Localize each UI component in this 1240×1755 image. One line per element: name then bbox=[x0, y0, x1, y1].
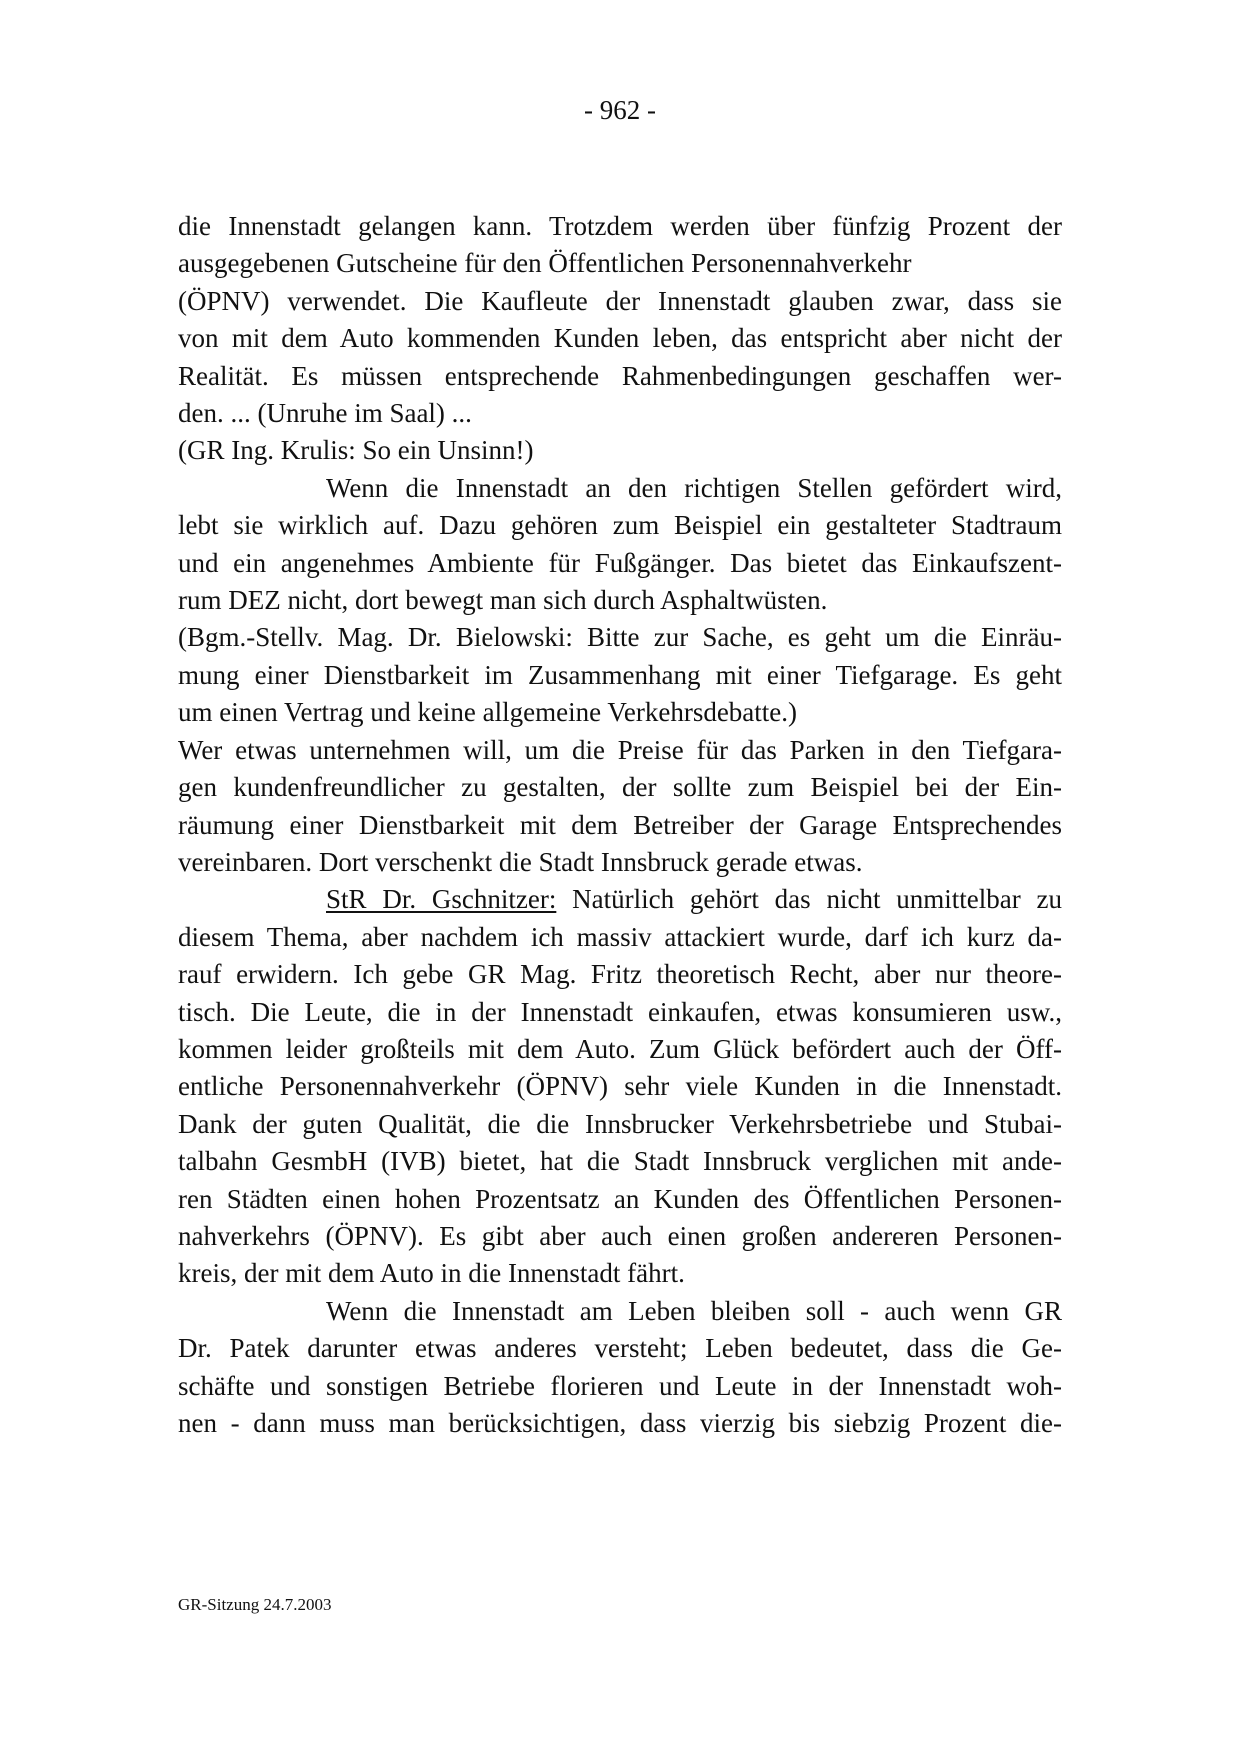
text-line: diesem Thema, aber nachdem ich massiv attackiert wurde, darf ich kurz da- bbox=[178, 921, 1062, 952]
text-line: von mit dem Auto kommenden Kunden leben, das entspricht aber nicht der bbox=[178, 323, 1062, 354]
footer-session-date: GR-Sitzung 24.7.2003 bbox=[178, 1595, 332, 1614]
text-line: (GR Ing. Krulis: So ein Unsinn!) bbox=[178, 435, 534, 466]
text-line: (ÖPNV) verwendet. Die Kaufleute der Innenstadt glauben zwar, dass sie bbox=[178, 285, 1062, 316]
text-line: Wenn die Innenstadt am Leben bleiben soll - auch wenn GR bbox=[326, 1295, 1062, 1326]
paragraph-1 bbox=[178, 208, 1062, 432]
text-line: lebt sie wirklich auf. Dazu gehören zum Beispiel ein gestalteter Stadtraum bbox=[178, 510, 1062, 541]
text-line: nahverkehrs (ÖPNV). Es gibt aber auch einen großen andereren Personen- bbox=[178, 1220, 1062, 1251]
paragraph-5 bbox=[178, 732, 1062, 882]
page-number: - 962 - bbox=[584, 95, 656, 125]
text-line: entliche Personennahverkehr (ÖPNV) sehr viele Kunden in die Innenstadt. bbox=[178, 1071, 1062, 1102]
text-line: gen kundenfreundlicher zu gestalten, der sollte zum Beispiel bei der Ein- bbox=[178, 772, 1062, 803]
interjection-bielowski bbox=[178, 619, 1062, 731]
text-line: räumung einer Dienstbarkeit mit dem Betreiber der Garage Entsprechendes bbox=[178, 809, 1062, 840]
text-line: ren Städten einen hohen Prozentsatz an Kunden des Öffentlichen Personen- bbox=[178, 1183, 1062, 1214]
text-line: Realität. Es müssen entsprechende Rahmenbedingungen geschaffen wer- bbox=[178, 360, 1062, 391]
text-line: tisch. Die Leute, die in der Innenstadt einkaufen, etwas konsumieren usw., bbox=[178, 996, 1062, 1027]
paragraph-6 bbox=[178, 881, 1062, 1292]
paragraph-3 bbox=[178, 470, 1062, 620]
text-line: rum DEZ nicht, dort bewegt man sich durch Asphaltwüsten. bbox=[178, 585, 828, 616]
speaker-name: StR Dr. Gschnitzer: bbox=[326, 884, 557, 915]
text-line: die Innenstadt gelangen kann. Trotzdem werden über fünfzig Prozent der bbox=[178, 211, 1062, 241]
text-line: mung einer Dienstbarkeit im Zusammenhang mit einer Tiefgarage. Es geht bbox=[178, 659, 1062, 690]
text-fragment: Natürlich gehört das nicht unmittelbar zu bbox=[556, 884, 1062, 915]
text-line: schäfte und sonstigen Betriebe florieren und Leute in der Innenstadt woh- bbox=[178, 1370, 1062, 1401]
interjection-krulis bbox=[178, 432, 1062, 469]
text-line: talbahn GesmbH (IVB) bietet, hat die Stadt Innsbruck verglichen mit ande- bbox=[178, 1146, 1062, 1177]
text-line: um einen Vertrag und keine allgemeine Verkehrsdebatte.) bbox=[178, 697, 798, 728]
text-line: nen - dann muss man berücksichtigen, dass vierzig bis siebzig Prozent die- bbox=[178, 1408, 1062, 1438]
text-line: ausgegebenen Gutscheine für den Öffentlichen Personennahverkehr bbox=[178, 248, 912, 279]
text-line: kommen leider großteils mit dem Auto. Zum Glück befördert auch der Öff- bbox=[178, 1033, 1062, 1064]
text-line: Wer etwas unternehmen will, um die Preise für das Parken in den Tiefgara- bbox=[178, 734, 1062, 765]
text-line: und ein angenehmes Ambiente für Fußgänger. Das bietet das Einkaufszent- bbox=[178, 547, 1062, 578]
text-line: Dank der guten Qualität, die die Innsbrucker Verkehrsbetriebe und Stubai- bbox=[178, 1108, 1062, 1139]
text-line: rauf erwidern. Ich gebe GR Mag. Fritz theoretisch Recht, aber nur theore- bbox=[178, 959, 1062, 990]
paragraph-7 bbox=[178, 1293, 1062, 1443]
text-line bbox=[178, 881, 1062, 918]
text-line: vereinbaren. Dort verschenkt die Stadt Innsbruck gerade etwas. bbox=[178, 846, 863, 877]
text-line: Wenn die Innenstadt an den richtigen Stellen gefördert wird, bbox=[326, 472, 1062, 503]
text-line: Dr. Patek darunter etwas anderes versteht; Leben bedeutet, dass die Ge- bbox=[178, 1333, 1062, 1364]
text-line: kreis, der mit dem Auto in die Innenstadt fährt. bbox=[178, 1258, 685, 1289]
text-line: den. ... (Unruhe im Saal) ... bbox=[178, 398, 472, 429]
document-body bbox=[178, 208, 1062, 1442]
text-line: (Bgm.-Stellv. Mag. Dr. Bielowski: Bitte zur Sache, es geht um die Einräu- bbox=[178, 622, 1062, 653]
